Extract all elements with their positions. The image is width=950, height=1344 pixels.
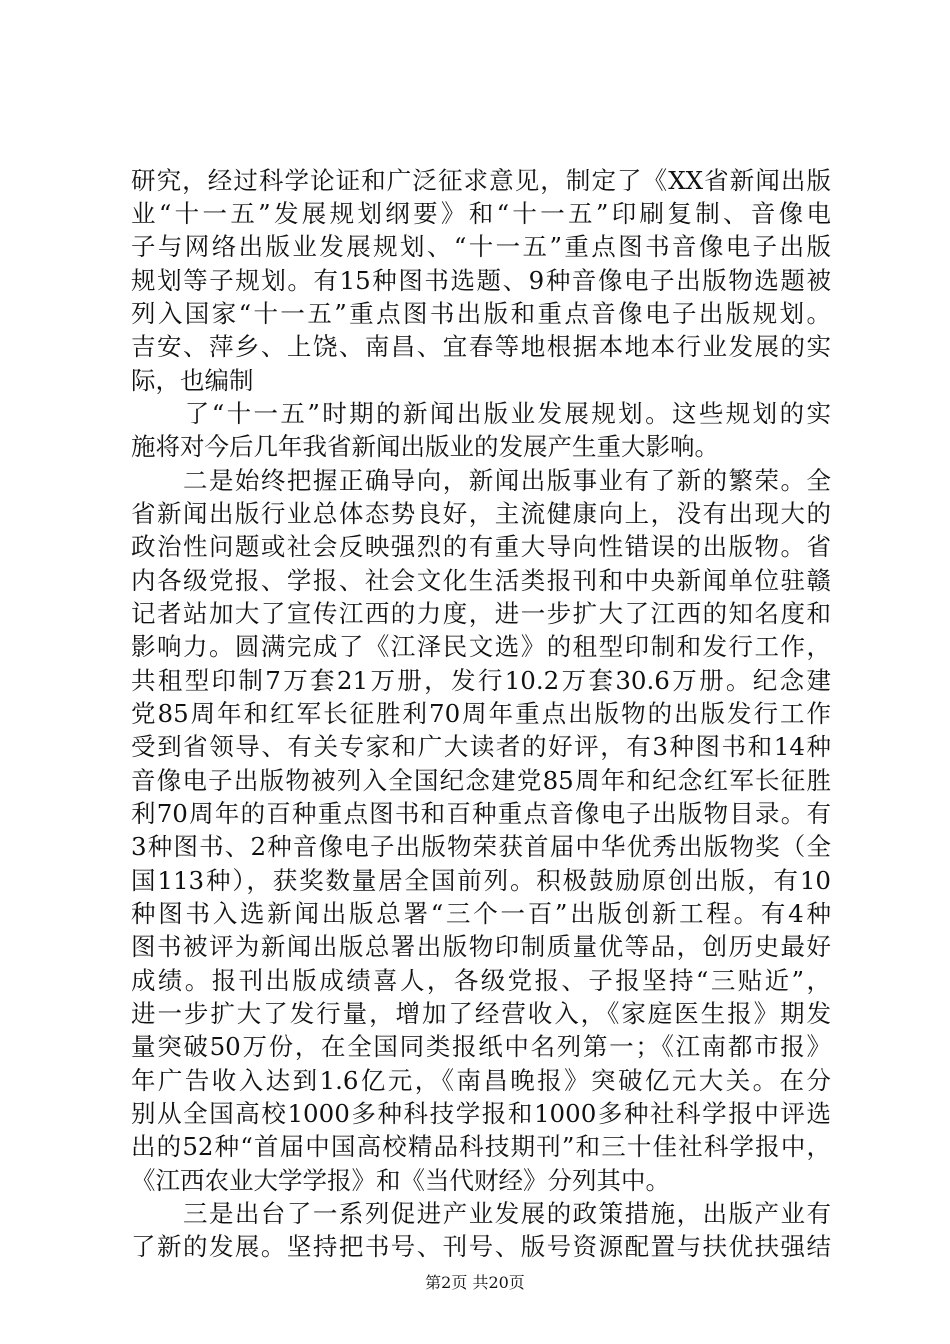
text-line: 图书被评为新闻出版总署出版物印制质量优等品，创历史最好	[131, 932, 831, 961]
text-line: 党85周年和红军长征胜利70周年重点出版物的出版发行工作	[131, 699, 831, 728]
text-line: 受到省领导、有关专家和广大读者的好评，有3种图书和14种	[131, 732, 831, 761]
text-line: 际，也编制	[131, 366, 254, 395]
text-line: 成绩。报刊出版成绩喜人，各级党报、子报坚持“三贴近”，	[131, 966, 831, 995]
text-line: 了“十一五”时期的新闻出版业发展规划。这些规划的实	[131, 399, 831, 428]
text-line: 业“十一五”发展规划纲要》和“十一五”印刷复制、音像电	[131, 199, 831, 228]
text-line: 记者站加大了宣传江西的力度，进一步扩大了江西的知名度和	[131, 599, 831, 628]
text-line: 《江西农业大学学报》和《当代财经》分列其中。	[131, 1166, 670, 1195]
text-line: 列入国家“十一五”重点图书出版和重点音像电子出版规划。	[131, 299, 831, 328]
text-line: 吉安、萍乡、上饶、南昌、宜春等地根据本地本行业发展的实	[131, 332, 831, 361]
page-number-label: 第2页 共20页	[425, 1273, 525, 1292]
text-line: 政治性问题或社会反映强烈的有重大导向性错误的出版物。省	[131, 532, 831, 561]
text-line: 年广告收入达到1.6亿元，《南昌晚报》突破亿元大关。在分	[131, 1066, 831, 1095]
text-line: 国113种），获奖数量居全国前列。积极鼓励原创出版，有10	[131, 866, 831, 895]
text-line: 内各级党报、学报、社会文化生活类报刊和中央新闻单位驻赣	[131, 566, 831, 595]
text-line: 了新的发展。坚持把书号、刊号、版号资源配置与扶优扶强结	[131, 1232, 831, 1261]
text-line: 3种图书、2种音像电子出版物荣获首届中华优秀出版物奖（全	[131, 832, 831, 861]
text-line: 音像电子出版物被列入全国纪念建党85周年和纪念红军长征胜	[131, 766, 831, 795]
text-line: 三是出台了一系列促进产业发展的政策措施，出版产业有	[131, 1199, 831, 1228]
text-line: 二是始终把握正确导向，新闻出版事业有了新的繁荣。全	[131, 466, 831, 495]
text-line: 共租型印制7万套21万册，发行10.2万套30.6万册。纪念建	[131, 666, 831, 695]
text-line: 进一步扩大了发行量，增加了经营收入，《家庭医生报》期发	[131, 999, 831, 1028]
page-footer	[0, 1270, 950, 1293]
text-line: 省新闻出版行业总体态势良好，主流健康向上，没有出现大的	[131, 499, 831, 528]
text-line: 利70周年的百种重点图书和百种重点音像电子出版物目录。有	[131, 799, 831, 828]
text-line: 别从全国高校1000多种科技学报和1000多种社科学报中评选	[131, 1099, 831, 1128]
text-line: 影响力。圆满完成了《江泽民文选》的租型印制和发行工作，	[131, 632, 831, 661]
text-line: 出的52种“首届中国高校精品科技期刊”和三十佳社科学报中，	[131, 1132, 831, 1161]
text-line: 规划等子规划。有15种图书选题、9种音像电子出版物选题被	[131, 266, 831, 295]
text-line: 子与网络出版业发展规划、“十一五”重点图书音像电子出版	[131, 232, 831, 261]
text-line: 研究，经过科学论证和广泛征求意见，制定了《XX省新闻出版	[131, 166, 831, 195]
text-line: 种图书入选新闻出版总署“三个一百”出版创新工程。有4种	[131, 899, 831, 928]
text-line: 施将对今后几年我省新闻出版业的发展产生重大影响。	[131, 432, 719, 461]
text-line: 量突破50万份，在全国同类报纸中名列第一；《江南都市报》	[131, 1032, 831, 1061]
